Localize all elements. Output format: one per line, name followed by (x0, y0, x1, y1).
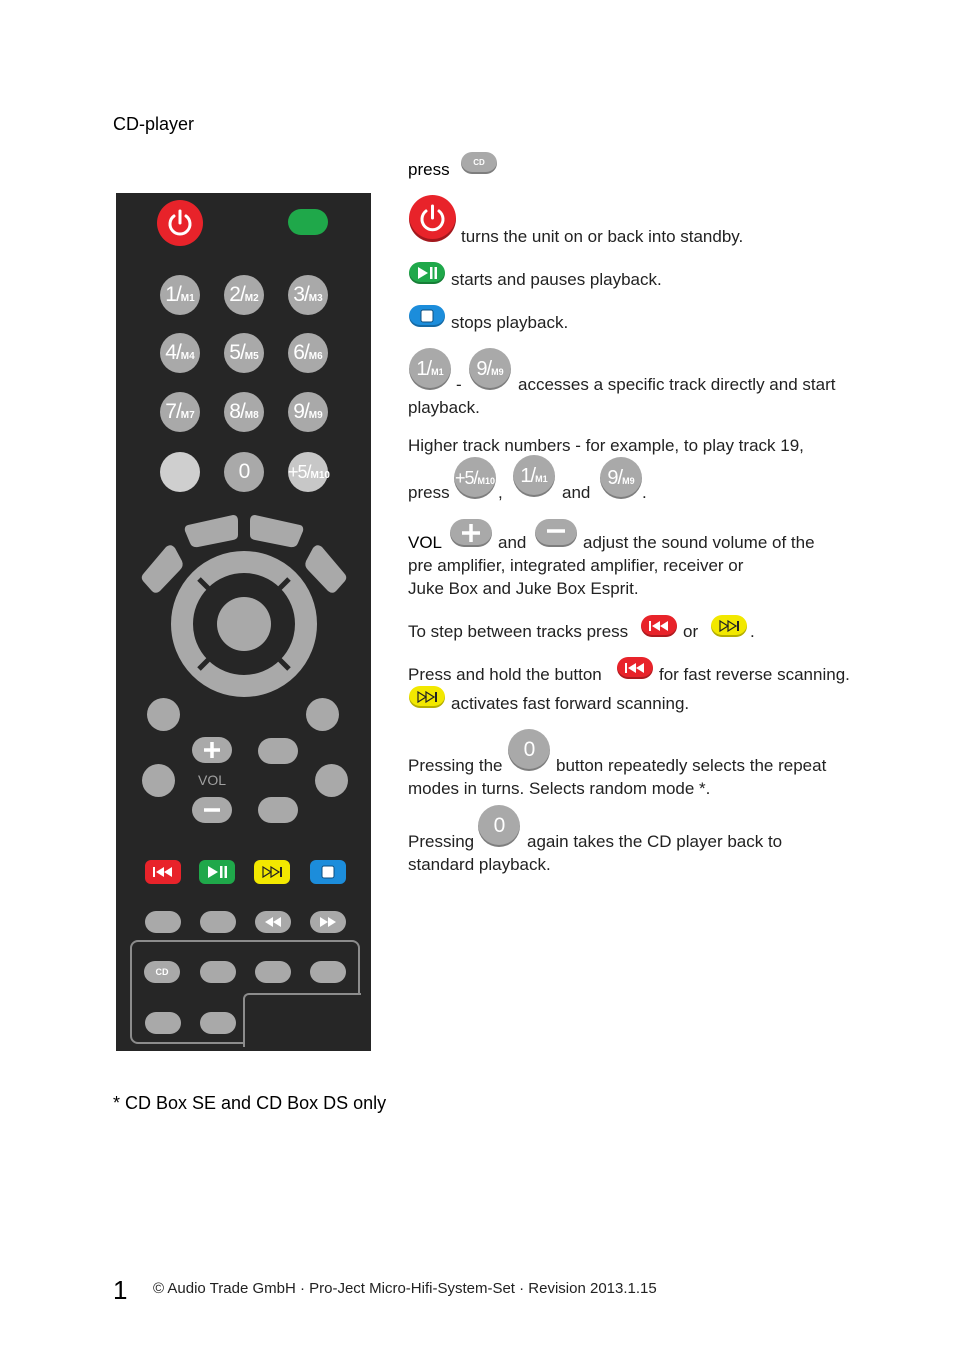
remote-key-7: 7/M7 (160, 392, 200, 432)
higher-tracks-press: press (408, 483, 450, 502)
remote-key-8: 8/M8 (224, 392, 264, 432)
stop-icon (409, 305, 445, 327)
standard-head: Pressing (408, 832, 475, 851)
key-1-icon: 1/M1 (409, 348, 451, 390)
skip-back-icon (145, 860, 181, 884)
key-9-icon: 9/M9 (469, 348, 511, 390)
skip-forward-icon (254, 860, 290, 884)
repeat-head: Pressing the (408, 756, 503, 775)
remote-prev-button (145, 860, 181, 884)
vol-description-line3: Juke Box and Juke Box Esprit. (408, 579, 639, 598)
remote-oval-key-upper (258, 738, 298, 764)
remote-vol-label: VOL (198, 772, 227, 788)
vol-label: VOL (408, 533, 443, 552)
remote-key-plus5: +5/M10 (288, 452, 328, 492)
key-9-icon-b: 9/M9 (600, 457, 642, 499)
direct-track-description-line2: playback. (408, 398, 480, 417)
skip-back-icon (641, 615, 677, 637)
footnote: * CD Box SE and CD Box DS only (113, 1093, 387, 1113)
remote-key-6: 6/M6 (288, 333, 328, 373)
step-tracks-or: or (683, 622, 699, 641)
remote-navigation-pad (138, 511, 350, 701)
play-pause-description: starts and pauses playback. (451, 270, 662, 289)
remote-round-key-left-lower (142, 764, 175, 797)
fast-scan-line1-head: Press and hold the button (408, 665, 602, 684)
page-heading: CD-player (113, 114, 195, 134)
remote-round-key-right-upper (306, 698, 339, 731)
rewind-icon (255, 911, 291, 933)
plus-icon (192, 737, 232, 763)
next-button-icon-b (409, 686, 445, 708)
remote-source-frame-notch (243, 993, 361, 1047)
step-tracks-period: . (750, 622, 755, 641)
repeat-tail: button repeatedly selects the repeat (556, 756, 827, 775)
remote-control (116, 193, 371, 1051)
power-button-icon (409, 195, 456, 242)
stop-button-icon (409, 305, 445, 327)
key-0-icon-b: 0 (478, 805, 520, 847)
standard-line2: standard playback. (408, 855, 551, 874)
higher-tracks-comma: , (498, 483, 503, 502)
remote-key-2: 2/M2 (224, 275, 264, 315)
remote-cd-key: CD (144, 961, 180, 983)
remote-round-key-left-upper (147, 698, 180, 731)
key-plus5-icon: +5/M10 (454, 457, 496, 499)
remote-key-0: 0 (224, 452, 264, 492)
remote-key-5: 5/M5 (224, 333, 264, 373)
fast-scan-line2: activates fast forward scanning. (451, 694, 690, 713)
fast-scan-line1-tail: for fast reverse scanning. (659, 665, 850, 684)
remote-source-key-6 (200, 1012, 236, 1034)
remote-gray-key-1 (145, 911, 181, 933)
skip-forward-icon (711, 615, 747, 637)
stop-description: stops playback. (451, 313, 569, 332)
minus-icon (535, 519, 577, 547)
higher-tracks-line1: Higher track numbers - for example, to play track 19, (408, 436, 804, 455)
higher-tracks-period: . (642, 483, 647, 502)
remote-key-9: 9/M9 (288, 392, 328, 432)
remote-power-button (157, 200, 203, 246)
remote-vol-plus (192, 737, 232, 763)
stop-icon (310, 860, 346, 884)
remote-source-key-5 (145, 1012, 181, 1034)
minus-icon (192, 797, 232, 823)
vol-and: and (498, 533, 527, 552)
remote-next-button (254, 860, 290, 884)
play-pause-icon (409, 262, 445, 284)
key-0-icon: 0 (508, 729, 550, 771)
fast-forward-icon (310, 911, 346, 933)
plus-icon (450, 519, 492, 547)
next-button-icon (711, 615, 747, 637)
play-pause-button-icon (409, 262, 445, 284)
remote-stop-button (310, 860, 346, 884)
remote-gray-key-2 (200, 911, 236, 933)
cd-button-icon: CD (461, 152, 497, 174)
remote-oval-key-lower (258, 797, 298, 823)
vol-description-line2: pre amplifier, integrated amplifier, receiver or (408, 556, 744, 575)
repeat-line2: modes in turns. Selects random mode *. (408, 779, 711, 798)
remote-vol-minus (192, 797, 232, 823)
page-number: 1 (113, 1275, 128, 1305)
power-description: turns the unit on or back into standby. (461, 227, 744, 246)
remote-round-key-right-lower (315, 764, 348, 797)
step-tracks-text: To step between tracks press (408, 622, 629, 641)
power-icon (157, 200, 203, 246)
remote-play-pause-button (199, 860, 235, 884)
power-icon (409, 195, 456, 242)
higher-tracks-and: and (562, 483, 591, 502)
key-1-icon-b: 1/M1 (513, 455, 555, 497)
remote-source-key-4 (310, 961, 346, 983)
remote-green-button (288, 209, 328, 235)
skip-forward-icon (409, 686, 445, 708)
standard-tail: again takes the CD player back to (527, 832, 783, 851)
remote-key-3: 3/M3 (288, 275, 328, 315)
vol-plus-icon (450, 519, 492, 547)
remote-blank-key (160, 452, 200, 492)
direct-track-description-line1: accesses a specific track directly and start (518, 375, 836, 394)
prev-button-icon-b (617, 657, 653, 679)
remote-rewind-key (255, 911, 291, 933)
play-pause-icon (199, 860, 235, 884)
remote-source-key-2 (200, 961, 236, 983)
range-dash: - (456, 375, 462, 394)
skip-back-icon (617, 657, 653, 679)
remote-fast-forward-key (310, 911, 346, 933)
remote-key-4: 4/M4 (160, 333, 200, 373)
vol-description-line1: adjust the sound volume of the (583, 533, 815, 552)
prev-button-icon (641, 615, 677, 637)
footer-copyright: © Audio Trade GmbH · Pro-Ject Micro-Hifi-System-Set · Revision 2013.1.15 (153, 1280, 657, 1297)
vol-minus-icon (535, 519, 577, 547)
remote-source-key-3 (255, 961, 291, 983)
remote-key-1: 1/M1 (160, 275, 200, 315)
press-label: press (408, 160, 450, 179)
